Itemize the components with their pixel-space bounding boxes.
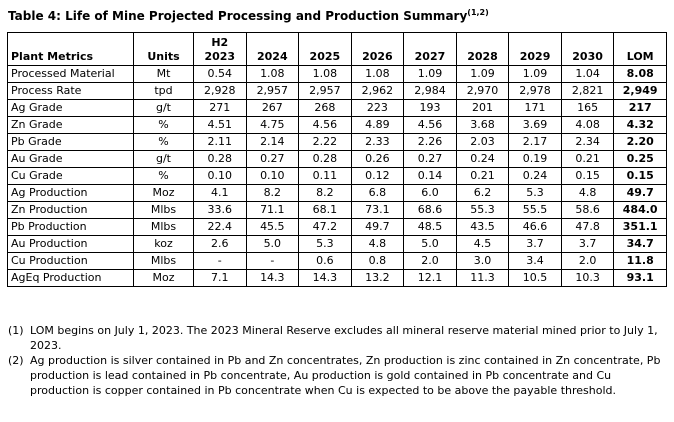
value-cell: 5.0 xyxy=(246,236,299,253)
lom-cell: 8.08 xyxy=(614,66,667,83)
value-cell: 7.1 xyxy=(194,270,247,287)
value-cell: 12.1 xyxy=(404,270,457,287)
value-cell: 3.7 xyxy=(509,236,562,253)
table-row xyxy=(8,253,667,270)
table-row xyxy=(8,100,667,117)
unit-cell: Moz xyxy=(134,270,194,287)
value-cell: 2,962 xyxy=(351,83,404,100)
value-cell: 4.8 xyxy=(351,236,404,253)
metric-cell: Au Production xyxy=(8,236,134,253)
value-cell: 0.21 xyxy=(456,168,509,185)
unit-cell: % xyxy=(134,117,194,134)
value-cell: 2.0 xyxy=(561,253,614,270)
value-cell: 0.19 xyxy=(509,151,562,168)
value-cell: 48.5 xyxy=(404,219,457,236)
column-header: 2029 xyxy=(509,33,562,66)
value-cell: 6.8 xyxy=(351,185,404,202)
footnote-text: LOM begins on July 1, 2023. The 2023 Mineral Reserve excludes all mineral reserve material mined prior to July 1, 2023. xyxy=(30,324,658,352)
value-cell: 13.2 xyxy=(351,270,404,287)
lom-cell: 0.15 xyxy=(614,168,667,185)
value-cell: 3.69 xyxy=(509,117,562,134)
value-cell: 0.10 xyxy=(246,168,299,185)
value-cell: - xyxy=(194,253,247,270)
value-cell: 171 xyxy=(509,100,562,117)
value-cell: 4.8 xyxy=(561,185,614,202)
footnote-marker: (1) xyxy=(8,324,24,337)
value-cell: 1.08 xyxy=(299,66,352,83)
value-cell: 0.10 xyxy=(194,168,247,185)
unit-cell: % xyxy=(134,168,194,185)
value-cell: 46.6 xyxy=(509,219,562,236)
metric-cell: Processed Material xyxy=(8,66,134,83)
value-cell: 4.56 xyxy=(404,117,457,134)
value-cell: 0.24 xyxy=(456,151,509,168)
value-cell: 193 xyxy=(404,100,457,117)
column-header-plant-metrics: Plant Metrics xyxy=(8,33,134,66)
value-cell: 14.3 xyxy=(299,270,352,287)
value-cell: 0.26 xyxy=(351,151,404,168)
table-title-text: Table 4: Life of Mine Projected Processing and Production Summary xyxy=(8,9,468,23)
table-row xyxy=(8,134,667,151)
metric-cell: Cu Grade xyxy=(8,168,134,185)
lom-cell: 11.8 xyxy=(614,253,667,270)
table-title-footnote-reference: (1,2) xyxy=(467,8,489,17)
value-cell: 5.3 xyxy=(509,185,562,202)
value-cell: - xyxy=(246,253,299,270)
value-cell: 2,928 xyxy=(194,83,247,100)
value-cell: 2,978 xyxy=(509,83,562,100)
value-cell: 2.14 xyxy=(246,134,299,151)
value-cell: 45.5 xyxy=(246,219,299,236)
column-header: LOM xyxy=(614,33,667,66)
footnote xyxy=(8,353,667,398)
table-title xyxy=(7,6,667,23)
table-row xyxy=(8,151,667,168)
value-cell: 1.09 xyxy=(404,66,457,83)
value-cell: 2.6 xyxy=(194,236,247,253)
value-cell: 3.4 xyxy=(509,253,562,270)
value-cell: 0.6 xyxy=(299,253,352,270)
table-row xyxy=(8,117,667,134)
value-cell: 68.6 xyxy=(404,202,457,219)
table-row xyxy=(8,168,667,185)
value-cell: 2,984 xyxy=(404,83,457,100)
unit-cell: g/t xyxy=(134,151,194,168)
value-cell: 1.09 xyxy=(456,66,509,83)
value-cell: 1.08 xyxy=(351,66,404,83)
value-cell: 14.3 xyxy=(246,270,299,287)
value-cell: 3.7 xyxy=(561,236,614,253)
footnote xyxy=(8,323,667,353)
value-cell: 3.68 xyxy=(456,117,509,134)
value-cell: 49.7 xyxy=(351,219,404,236)
unit-cell: Moz xyxy=(134,185,194,202)
value-cell: 268 xyxy=(299,100,352,117)
value-cell: 3.0 xyxy=(456,253,509,270)
value-cell: 43.5 xyxy=(456,219,509,236)
metric-cell: Ag Production xyxy=(8,185,134,202)
value-cell: 0.27 xyxy=(246,151,299,168)
table-row xyxy=(8,270,667,287)
table-body xyxy=(8,66,667,287)
metric-cell: Ag Grade xyxy=(8,100,134,117)
value-cell: 2.26 xyxy=(404,134,457,151)
value-cell: 5.0 xyxy=(404,236,457,253)
value-cell: 68.1 xyxy=(299,202,352,219)
column-header: 2024 xyxy=(246,33,299,66)
value-cell: 0.12 xyxy=(351,168,404,185)
value-cell: 4.51 xyxy=(194,117,247,134)
value-cell: 0.28 xyxy=(194,151,247,168)
value-cell: 55.3 xyxy=(456,202,509,219)
lom-cell: 351.1 xyxy=(614,219,667,236)
value-cell: 4.89 xyxy=(351,117,404,134)
unit-cell: g/t xyxy=(134,100,194,117)
value-cell: 2.0 xyxy=(404,253,457,270)
value-cell: 11.3 xyxy=(456,270,509,287)
lom-cell: 93.1 xyxy=(614,270,667,287)
value-cell: 2.33 xyxy=(351,134,404,151)
value-cell: 2.17 xyxy=(509,134,562,151)
value-cell: 223 xyxy=(351,100,404,117)
value-cell: 4.56 xyxy=(299,117,352,134)
value-cell: 2.22 xyxy=(299,134,352,151)
metric-cell: Cu Production xyxy=(8,253,134,270)
value-cell: 6.2 xyxy=(456,185,509,202)
value-cell: 71.1 xyxy=(246,202,299,219)
metric-cell: Pb Grade xyxy=(8,134,134,151)
lom-cell: 2.20 xyxy=(614,134,667,151)
value-cell: 47.2 xyxy=(299,219,352,236)
unit-cell: tpd xyxy=(134,83,194,100)
value-cell: 2,957 xyxy=(246,83,299,100)
value-cell: 10.5 xyxy=(509,270,562,287)
table-row xyxy=(8,219,667,236)
value-cell: 0.14 xyxy=(404,168,457,185)
unit-cell: Mlbs xyxy=(134,202,194,219)
lom-cell: 217 xyxy=(614,100,667,117)
value-cell: 4.75 xyxy=(246,117,299,134)
value-cell: 55.5 xyxy=(509,202,562,219)
metric-cell: Zn Grade xyxy=(8,117,134,134)
value-cell: 201 xyxy=(456,100,509,117)
column-header: 2026 xyxy=(351,33,404,66)
value-cell: 1.09 xyxy=(509,66,562,83)
unit-cell: % xyxy=(134,134,194,151)
table-row xyxy=(8,202,667,219)
value-cell: 0.24 xyxy=(509,168,562,185)
value-cell: 5.3 xyxy=(299,236,352,253)
value-cell: 58.6 xyxy=(561,202,614,219)
value-cell: 6.0 xyxy=(404,185,457,202)
unit-cell: Mlbs xyxy=(134,219,194,236)
value-cell: 4.5 xyxy=(456,236,509,253)
table-row xyxy=(8,185,667,202)
value-cell: 0.8 xyxy=(351,253,404,270)
value-cell: 73.1 xyxy=(351,202,404,219)
value-cell: 1.08 xyxy=(246,66,299,83)
value-cell: 2.11 xyxy=(194,134,247,151)
table-row xyxy=(8,66,667,83)
unit-cell: Mlbs xyxy=(134,253,194,270)
table-row xyxy=(8,83,667,100)
value-cell: 0.27 xyxy=(404,151,457,168)
table-row xyxy=(8,236,667,253)
metric-cell: Au Grade xyxy=(8,151,134,168)
value-cell: 267 xyxy=(246,100,299,117)
value-cell: 2.34 xyxy=(561,134,614,151)
value-cell: 2.03 xyxy=(456,134,509,151)
lom-cell: 484.0 xyxy=(614,202,667,219)
column-header: 2030 xyxy=(561,33,614,66)
column-header: Units xyxy=(134,33,194,66)
value-cell: 271 xyxy=(194,100,247,117)
table-header-row xyxy=(8,33,667,66)
value-cell: 2,970 xyxy=(456,83,509,100)
value-cell: 165 xyxy=(561,100,614,117)
value-cell: 33.6 xyxy=(194,202,247,219)
value-cell: 0.54 xyxy=(194,66,247,83)
value-cell: 0.28 xyxy=(299,151,352,168)
footnote-marker: (2) xyxy=(8,354,24,367)
value-cell: 0.11 xyxy=(299,168,352,185)
unit-cell: Mt xyxy=(134,66,194,83)
metric-cell: Process Rate xyxy=(8,83,134,100)
value-cell: 8.2 xyxy=(299,185,352,202)
mine-summary-table xyxy=(7,32,667,287)
value-cell: 4.1 xyxy=(194,185,247,202)
lom-cell: 34.7 xyxy=(614,236,667,253)
metric-cell: Pb Production xyxy=(8,219,134,236)
column-header: 2027 xyxy=(404,33,457,66)
column-header: H2 2023 xyxy=(194,33,247,66)
footnote-text: Ag production is silver contained in Pb and Zn concentrates, Zn production is zinc contained in Zn concentrate, Pb production is lead contained in Pb concentrate, Au production is gold contained in Pb concentrate and Cu production is copper contained in Pb concentrate when Cu is expected to be above the payable threshold. xyxy=(30,354,661,397)
value-cell: 47.8 xyxy=(561,219,614,236)
column-header: 2028 xyxy=(456,33,509,66)
value-cell: 0.21 xyxy=(561,151,614,168)
metric-cell: AgEq Production xyxy=(8,270,134,287)
value-cell: 2,957 xyxy=(299,83,352,100)
value-cell: 2,821 xyxy=(561,83,614,100)
lom-cell: 49.7 xyxy=(614,185,667,202)
value-cell: 1.04 xyxy=(561,66,614,83)
lom-cell: 2,949 xyxy=(614,83,667,100)
table-header xyxy=(8,33,667,66)
value-cell: 22.4 xyxy=(194,219,247,236)
unit-cell: koz xyxy=(134,236,194,253)
column-header: 2025 xyxy=(299,33,352,66)
lom-cell: 4.32 xyxy=(614,117,667,134)
value-cell: 0.15 xyxy=(561,168,614,185)
value-cell: 4.08 xyxy=(561,117,614,134)
value-cell: 10.3 xyxy=(561,270,614,287)
lom-cell: 0.25 xyxy=(614,151,667,168)
metric-cell: Zn Production xyxy=(8,202,134,219)
footnotes xyxy=(7,323,667,398)
value-cell: 8.2 xyxy=(246,185,299,202)
